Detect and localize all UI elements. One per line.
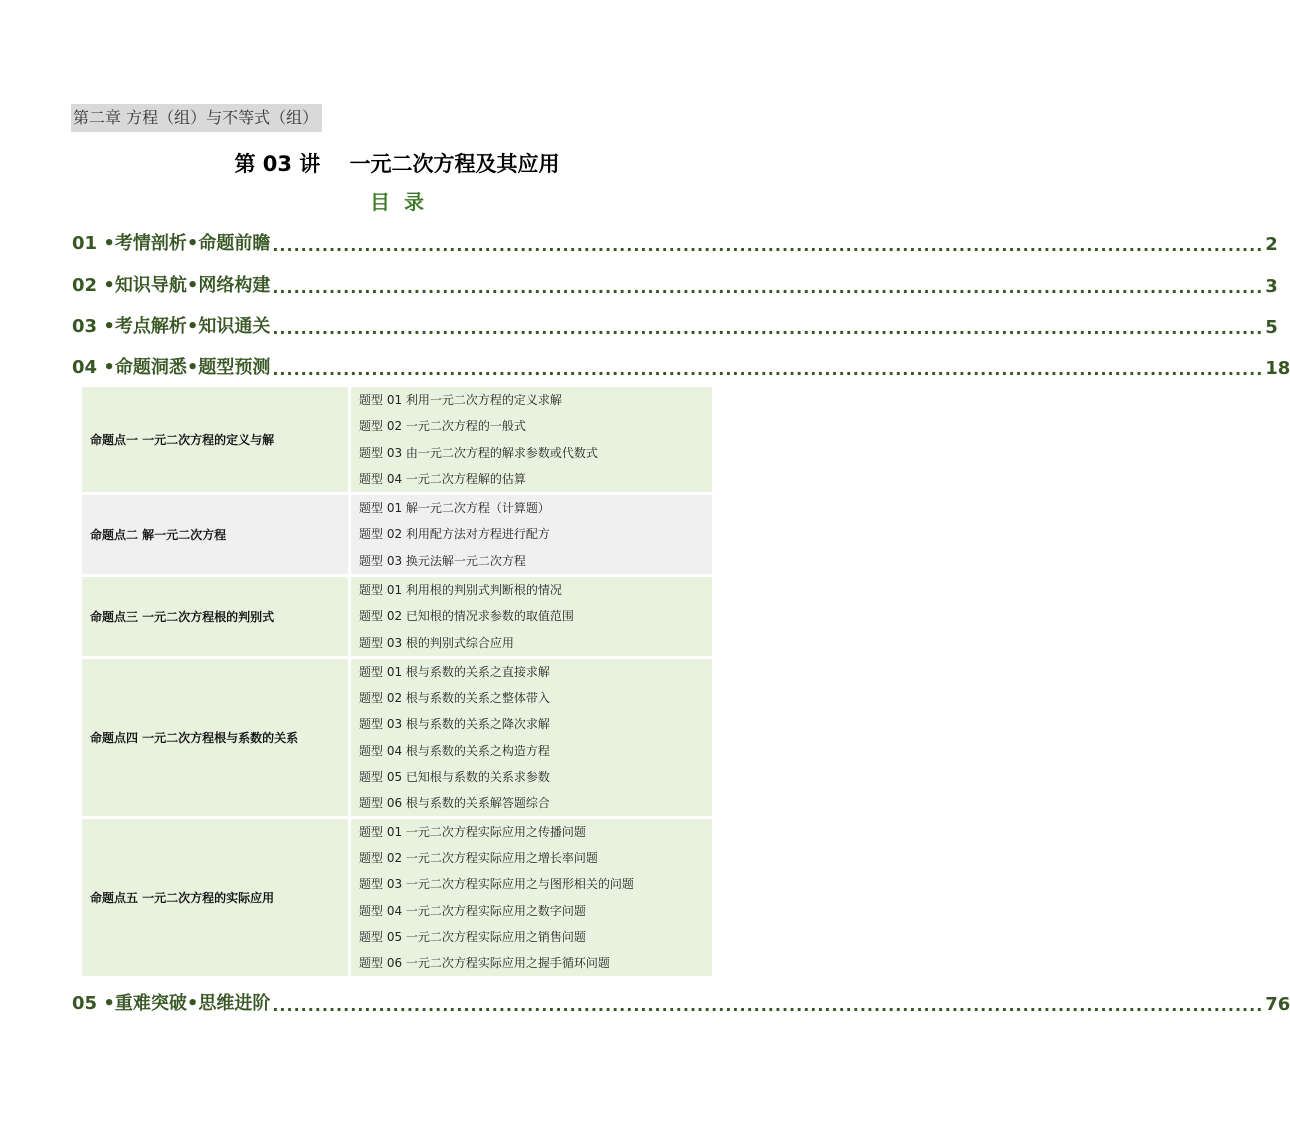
- proposition-category: 命题点二 解一元二次方程: [82, 495, 348, 574]
- question-type-item[interactable]: 题型 02 根与系数的关系之整体带入: [359, 691, 550, 706]
- proposition-group-1: [82, 387, 712, 492]
- question-type-item[interactable]: 题型 04 根与系数的关系之构造方程: [359, 743, 550, 758]
- question-type-list: [351, 387, 712, 492]
- question-type-item[interactable]: 题型 02 利用配方法对方程进行配方: [359, 527, 550, 542]
- toc-leader-dots: ............................................................................................................................................: [272, 996, 1264, 1015]
- question-type-item[interactable]: 题型 01 一元二次方程实际应用之传播问题: [359, 825, 586, 840]
- toc-heading: 目录: [370, 190, 438, 214]
- proposition-group-3: [82, 577, 712, 656]
- toc-entry-label: 05 •重难突破•思维进阶: [72, 993, 271, 1014]
- question-type-item[interactable]: 题型 03 一元二次方程实际应用之与图形相关的问题: [359, 877, 634, 892]
- toc-leader-dots: ............................................................................................................................................: [272, 319, 1264, 338]
- question-type-item[interactable]: 题型 04 一元二次方程实际应用之数字问题: [359, 903, 586, 918]
- toc-entry-page: 3: [1265, 276, 1278, 297]
- question-type-item[interactable]: 题型 04 一元二次方程解的估算: [359, 471, 526, 486]
- question-type-item[interactable]: 题型 02 一元二次方程实际应用之增长率问题: [359, 851, 598, 866]
- question-type-item[interactable]: 题型 05 一元二次方程实际应用之销售问题: [359, 929, 586, 944]
- question-type-item[interactable]: 题型 03 由一元二次方程的解求参数或代数式: [359, 445, 598, 460]
- toc-leader-dots: ............................................................................................................................................: [272, 278, 1264, 297]
- toc-entry-03[interactable]: [72, 312, 1278, 338]
- question-type-item[interactable]: 题型 02 已知根的情况求参数的取值范围: [359, 609, 574, 624]
- question-type-list: [351, 495, 712, 574]
- question-type-item[interactable]: 题型 03 换元法解一元二次方程: [359, 553, 526, 568]
- lecture-title: 第 03 讲 一元二次方程及其应用: [234, 152, 560, 176]
- toc-entry-label: 04 •命题洞悉•题型预测: [72, 357, 271, 378]
- question-type-list: [351, 577, 712, 656]
- toc-entry-label: 02 •知识导航•网络构建: [72, 275, 271, 296]
- question-type-item[interactable]: 题型 02 一元二次方程的一般式: [359, 419, 526, 434]
- toc-entry-label: 01 •考情剖析•命题前瞻: [72, 233, 271, 254]
- question-type-list: [351, 659, 712, 816]
- question-type-item[interactable]: 题型 01 利用根的判别式判断根的情况: [359, 583, 562, 598]
- toc-entry-page: 76: [1265, 994, 1290, 1015]
- proposition-category: 命题点四 一元二次方程根与系数的关系: [82, 659, 348, 816]
- question-type-item[interactable]: 题型 05 已知根与系数的关系求参数: [359, 769, 550, 784]
- question-type-item[interactable]: 题型 06 一元二次方程实际应用之握手循环问题: [359, 955, 610, 970]
- question-type-item[interactable]: 题型 03 根与系数的关系之降次求解: [359, 717, 550, 732]
- question-type-item[interactable]: 题型 03 根的判别式综合应用: [359, 635, 514, 650]
- toc-entry-02[interactable]: [72, 271, 1278, 297]
- question-type-item[interactable]: 题型 01 根与系数的关系之直接求解: [359, 665, 550, 680]
- chapter-label: 第二章 方程（组）与不等式（组）: [71, 104, 322, 132]
- toc-entry-page: 2: [1265, 234, 1278, 255]
- question-type-item[interactable]: 题型 06 根与系数的关系解答题综合: [359, 795, 550, 810]
- toc-entry-page: 18: [1265, 358, 1290, 379]
- toc-leader-dots: ............................................................................................................................................: [272, 360, 1264, 379]
- toc-entry-label: 03 •考点解析•知识通关: [72, 316, 271, 337]
- question-type-item[interactable]: 题型 01 利用一元二次方程的定义求解: [359, 393, 562, 408]
- toc-entry-page: 5: [1265, 317, 1278, 338]
- proposition-group-5: [82, 819, 712, 976]
- question-type-list: [351, 819, 712, 976]
- proposition-category: 命题点三 一元二次方程根的判别式: [82, 577, 348, 656]
- proposition-category: 命题点五 一元二次方程的实际应用: [82, 819, 348, 976]
- proposition-group-2: [82, 495, 712, 574]
- question-type-item[interactable]: 题型 01 解一元二次方程（计算题）: [359, 501, 550, 516]
- toc-entry-04[interactable]: [72, 353, 1290, 379]
- proposition-category: 命题点一 一元二次方程的定义与解: [82, 387, 348, 492]
- toc-entry-01[interactable]: [72, 229, 1278, 255]
- toc-entry-05[interactable]: [72, 989, 1290, 1015]
- toc-leader-dots: ............................................................................................................................................: [272, 236, 1264, 255]
- proposition-group-4: [82, 659, 712, 816]
